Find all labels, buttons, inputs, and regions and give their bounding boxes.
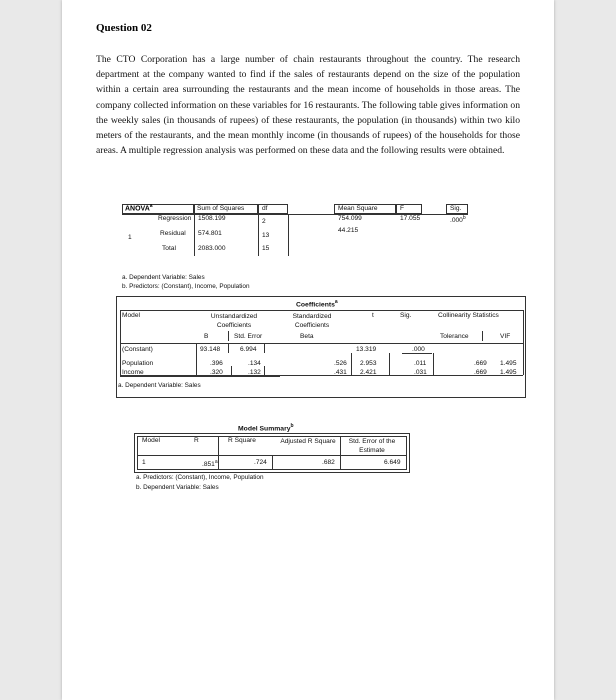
coefficients-cell: .320	[210, 369, 223, 376]
coefficients-row-label: Population	[122, 360, 154, 367]
coefficients-title: Coefficients$^a$	[296, 299, 338, 309]
coefficients-header-sig: Sig.	[400, 312, 412, 319]
model-summary-header-model: Model	[142, 437, 160, 444]
model-summary-header-se: Std. Error of the Estimate	[348, 438, 396, 454]
model-summary-note: a. Predictors: (Constant), Income, Population	[136, 474, 264, 481]
model-summary-cell: 6.649	[384, 459, 401, 466]
coefficients-cell: 6.994	[240, 346, 257, 353]
model-summary-header-r2: R Square	[228, 437, 256, 444]
model-summary-note: b. Dependent Variable: Sales	[136, 484, 219, 491]
coefficients-header-se: Std. Error	[234, 333, 263, 340]
coefficients-header-unstd: Unstandardized Coefficients	[210, 313, 258, 329]
anova-row-label: Residual	[160, 230, 186, 237]
anova-header-sig: Sig.	[450, 205, 462, 212]
coefficients-cell: .134	[248, 360, 261, 367]
anova-title: ANOVA$^a$	[125, 203, 153, 213]
model-summary-cell: .851$^a$	[202, 459, 218, 469]
coefficients-cell: 13.319	[356, 346, 377, 353]
coefficients-header-t: t	[372, 312, 374, 319]
coefficients-cell: 1.495	[500, 360, 517, 367]
coefficients-cell: 2.421	[360, 369, 377, 376]
coefficients-header-tol: Tolerance	[440, 333, 469, 340]
question-text: The CTO Corporation has a large number of chain restaurants throughout the country. The research department at the company wanted to find if the sales of restaurants depend on the size of the population within a certain area surrounding the restaurants and the mean income of households in those areas. The company collected information on these variables for 16 restaurants. The following table gives information on the weekly sales (in thousands of rupees) of these restaurants, the population (in thousands) within two kilo meters of the restaurants, and the mean monthly income (in thousands of rupees) of the households for those areas. A multiple regression analysis was performed on these data and the following results were obtained.	[96, 54, 520, 157]
coefficients-cell: .132	[248, 369, 261, 376]
coefficients-cell: 1.495	[500, 369, 517, 376]
coefficients-cell: .431	[334, 369, 347, 376]
coefficients-cell: .526	[334, 360, 347, 367]
anova-cell: 754.099	[338, 215, 362, 222]
model-summary-cell: .682	[322, 459, 335, 466]
anova-cell: 574.801	[198, 230, 222, 237]
coefficients-header-beta: Beta	[300, 333, 314, 340]
coefficients-note: a. Dependent Variable: Sales	[118, 382, 201, 389]
model-summary-cell: 1	[142, 459, 146, 466]
anova-header-ms: Mean Square	[338, 205, 378, 212]
anova-cell: 2083.000	[198, 245, 226, 252]
anova-cell: 44.215	[338, 227, 359, 234]
anova-header-f: F	[400, 205, 405, 212]
model-summary-header-adj: Adjusted R Square	[280, 438, 336, 445]
coefficients-cell: .011	[414, 360, 427, 367]
anova-header-df: df	[262, 205, 268, 212]
coefficients-cell: 2.953	[360, 360, 377, 367]
coefficients-header-model: Model	[122, 312, 140, 319]
anova-model-number: 1	[128, 234, 132, 241]
coefficients-cell: .669	[474, 369, 487, 376]
anova-note: a. Dependent Variable: Sales	[122, 274, 205, 281]
coefficients-header-vif: VIF	[500, 333, 511, 340]
model-summary-cell: .724	[254, 459, 267, 466]
anova-row-label: Regression	[158, 215, 192, 222]
coefficients-cell: .396	[210, 360, 223, 367]
anova-cell: 2	[262, 218, 266, 225]
coefficients-cell: .000	[412, 346, 425, 353]
coefficients-cell: 93.148	[200, 346, 221, 353]
coefficients-row-label: (Constant)	[122, 346, 153, 353]
coefficients-header-coll: Collinearity Statistics	[438, 312, 499, 319]
model-summary-header-r: R	[194, 437, 199, 444]
anova-cell: 13	[262, 232, 270, 239]
anova-cell: .000$^b$	[450, 215, 466, 225]
anova-row-label: Total	[162, 245, 176, 252]
anova-cell: 17.055	[400, 215, 421, 222]
coefficients-row-label: Income	[122, 369, 144, 376]
coefficients-cell: .669	[474, 360, 487, 367]
anova-cell: 15	[262, 245, 270, 252]
coefficients-cell: .031	[414, 369, 427, 376]
coefficients-header-b: B	[204, 333, 209, 340]
anova-cell: 1508.199	[198, 215, 226, 222]
coefficients-header-std: Standardized Coefficients	[292, 313, 332, 329]
anova-header-ss: Sum of Squares	[197, 205, 245, 212]
question-title: Question 02	[96, 22, 152, 34]
model-summary-title: Model Summary$^b$	[238, 423, 294, 433]
anova-note: b. Predictors: (Constant), Income, Population	[122, 283, 250, 290]
